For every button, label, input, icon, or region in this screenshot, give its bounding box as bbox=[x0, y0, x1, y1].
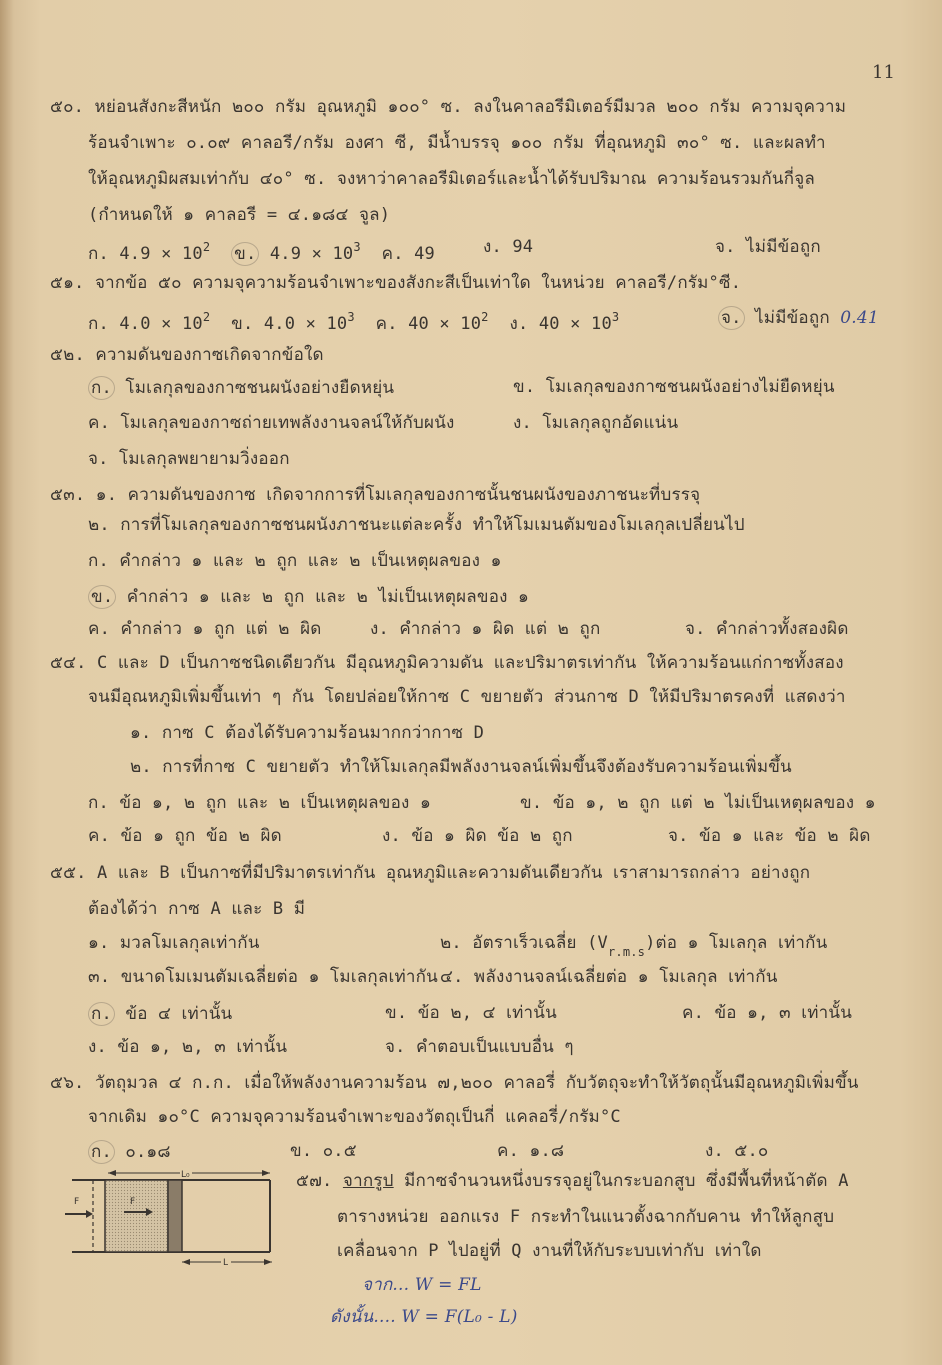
question-51-line-1: ๕๑. จากข้อ ๕๐ ความจุความร้อนจำเพาะของสังกะสีเป็นเท่าใด ในหน่วย คาลอรี/กรัม°ซี. bbox=[50, 273, 742, 293]
piston-cylinder-diagram bbox=[60, 1168, 280, 1268]
page-number: 11 bbox=[872, 62, 895, 83]
question-52-choice-d[interactable]: ง. โมเลกุลถูกอัดแน่น bbox=[513, 413, 679, 433]
choice-a[interactable]: ก. $4.9 \times 10^2$ bbox=[88, 240, 211, 264]
svg-text:F: F bbox=[130, 1197, 136, 1207]
choice-c[interactable]: ค. 49 bbox=[381, 244, 435, 264]
choice-a[interactable]: ก. $4.0 \times 10^2$ bbox=[88, 310, 211, 334]
question-56-choice-c[interactable]: ค. ๑.๘ bbox=[497, 1141, 565, 1161]
question-54-statement-2: ๒. การที่กาซ C ขยายตัว ทำให้โมเลกุลมีพลังงานจลน์เพิ่มขึ้นจึงต้องรับความร้อนเพิ่มขึ้น bbox=[130, 757, 792, 777]
svg-text:L₀: L₀ bbox=[181, 1170, 190, 1180]
question-54-choice-d[interactable]: ง. ข้อ ๑ ผิด ข้อ ๒ ถูก bbox=[382, 826, 573, 846]
question-54-line-2: จนมีอุณหภูมิเพิ่มขึ้นเท่า ๆ กัน โดยปล่อยให้กาซ C ขยายตัว ส่วนกาซ D ให้มีปริมาตรคงที่ แสดงว่า bbox=[88, 687, 846, 707]
question-50-line-3: ให้อุณหภูมิผสมเท่ากับ ๔๐° ซ. จงหาว่าคาลอรีมิเตอร์และน้ำได้รับปริมาณ ความร้อนรวมกันกี่จูล bbox=[88, 169, 815, 189]
question-56-line-1: ๕๖. วัตถุมวล ๔ ก.ก. เมื่อให้พลังงานความร้อน ๗,๒๐๐ คาลอรี่ กับวัตถุจะทำให้วัตถุนั้นมีอุณหภูมิเพิ่มขึ้น bbox=[50, 1073, 859, 1093]
question-50-choice-e[interactable]: จ. ไม่มีข้อถูก bbox=[715, 237, 821, 257]
question-55-choice-d[interactable]: ง. ข้อ ๑, ๒, ๓ เท่านั้น bbox=[88, 1037, 288, 1057]
question-55-choice-c[interactable]: ค. ข้อ ๑, ๓ เท่านั้น bbox=[682, 1003, 853, 1023]
question-51-choices bbox=[88, 306, 619, 335]
question-52-choice-e[interactable]: จ. โมเลกุลพยายามวิ่งออก bbox=[88, 449, 290, 469]
handwritten-answer-1: จาก... W = FL bbox=[362, 1275, 482, 1295]
question-54-statement-1: ๑. กาซ C ต้องได้รับความร้อนมากกว่ากาซ D bbox=[130, 723, 485, 743]
choice-c[interactable]: ค. $40 \times 10^2$ bbox=[375, 310, 489, 334]
svg-text:F: F bbox=[74, 1197, 80, 1207]
question-53-choice-d[interactable]: ง. คำกล่าว ๑ ผิด แต่ ๒ ถูก bbox=[370, 619, 601, 639]
question-53-choice-a[interactable]: ก. คำกล่าว ๑ และ ๒ ถูก และ ๒ เป็นเหตุผลของ ๑ bbox=[88, 551, 502, 571]
question-52-choice-c[interactable]: ค. โมเลกุลของกาซถ่ายเทพลังงานจลน์ให้กับผนัง bbox=[88, 413, 455, 433]
question-56-choice-d[interactable]: ง. ๕.๐ bbox=[705, 1141, 769, 1161]
question-53-choice-b[interactable]: ข. คำกล่าว ๑ และ ๒ ถูก และ ๒ ไม่เป็นเหตุผลของ ๑ bbox=[88, 585, 529, 609]
question-55-line-1: ๕๕. A และ B เป็นกาซที่มีปริมาตรเท่ากัน อุณหภูมิและความดันเดียวกัน เราสามารถกล่าว อย่างถูก bbox=[50, 863, 811, 883]
question-50-line-2: ร้อนจำเพาะ ๐.๐๙ คาลอรี/กรัม องศา ซี, มีน้ำบรรจุ ๑๐๐ กรัม ที่อุณหภูมิ ๓๐° ซ. และผลทำ bbox=[88, 133, 826, 153]
question-57-line-3: เคลื่อนจาก P ไปอยู่ที่ Q งานที่ให้กับระบบเท่ากับ เท่าใด bbox=[337, 1241, 762, 1261]
question-53-choice-e[interactable]: จ. คำกล่าวทั้งสองผิด bbox=[685, 619, 849, 639]
question-53-statement-1: ๕๓. ๑. ความดันของกาซ เกิดจากการที่โมเลกุลของกาซนั้นชนผนังของภาชนะที่บรรจุ bbox=[50, 485, 701, 505]
question-54-line-1: ๕๔. C และ D เป็นกาซชนิดเดียวกัน มีอุณหภูมิความดัน และปริมาตรเท่ากัน ให้ความร้อนแก่กาซทั้งสอง bbox=[50, 653, 844, 673]
choice-b[interactable]: ข. $4.0 \times 10^3$ bbox=[231, 310, 355, 334]
question-52-choice-b[interactable]: ข. โมเลกุลของกาซชนผนังอย่างไม่ยืดหยุ่น bbox=[513, 377, 835, 397]
question-52-line-1: ๕๒. ความดันของกาซเกิดจากข้อใด bbox=[50, 345, 324, 365]
question-57-line-1: ๕๗. จากรูป มีกาซจำนวนหนึ่งบรรจุอยู่ในกระบอกสูบ ซึ่งมีพื้นที่หน้าตัด A bbox=[296, 1171, 849, 1191]
question-50-line-1: ๕๐. หย่อนสังกะสีหนัก ๒๐๐ กรัม อุณหภูมิ ๑๐๐° ซ. ลงในคาลอรีมิเตอร์มีมวล ๒๐๐ กรัม ความจุความ bbox=[50, 97, 847, 117]
question-50-choice-d[interactable]: ง. 94 bbox=[483, 237, 534, 257]
question-55-statement-2: ๒. อัตราเร็วเฉลี่ย $(V_{r.m.s})$ต่อ ๑ โมเลกุล เท่ากัน bbox=[440, 933, 828, 959]
question-55-choice-a[interactable]: ก. ข้อ ๔ เท่านั้น bbox=[88, 1002, 232, 1026]
question-55-choice-b[interactable]: ข. ข้อ ๒, ๔ เท่านั้น bbox=[385, 1003, 557, 1023]
question-56-choice-b[interactable]: ข. ๐.๕ bbox=[290, 1141, 357, 1161]
question-55-line-2: ต้องได้ว่า กาซ A และ B มี bbox=[88, 899, 306, 919]
question-55-statement-3: ๓. ขนาดโมเมนตัมเฉลี่ยต่อ ๑ โมเลกุลเท่ากัน bbox=[88, 967, 438, 987]
question-56-choice-a[interactable]: ก. ๐.๑๘ bbox=[88, 1140, 171, 1164]
question-53-choice-c[interactable]: ค. คำกล่าว ๑ ถูก แต่ ๒ ผิด bbox=[88, 619, 322, 639]
handwritten-note: 0.41 bbox=[840, 308, 879, 328]
question-51-choice-e[interactable]: จ. ไม่มีข้อถูก 0.41 bbox=[718, 306, 879, 330]
question-50-choices: ก. $4.9 \times 10^2$ ข. $4.9 \times 10^3$ ค. 49 bbox=[88, 240, 435, 264]
question-54-choice-e[interactable]: จ. ข้อ ๑ และ ข้อ ๒ ผิด bbox=[668, 826, 871, 846]
question-54-choice-b[interactable]: ข. ข้อ ๑, ๒ ถูก แต่ ๒ ไม่เป็นเหตุผลของ ๑ bbox=[520, 793, 876, 813]
question-50-line-4: (กำหนดให้ ๑ คาลอรี = ๔.๑๘๔ จูล) bbox=[88, 205, 391, 225]
question-55-choice-e[interactable]: จ. คำตอบเป็นแบบอื่น ๆ bbox=[385, 1037, 574, 1057]
question-54-choice-a[interactable]: ก. ข้อ ๑, ๒ ถูก และ ๒ เป็นเหตุผลของ ๑ bbox=[88, 793, 431, 813]
question-57-line-2: ตารางหน่วย ออกแรง F กระทำในแนวตั้งฉากกับคาน ทำให้ลูกสูบ bbox=[337, 1207, 835, 1227]
svg-text:L: L bbox=[223, 1258, 229, 1268]
question-55-statement-4: ๔. พลังงานจลน์เฉลี่ยต่อ ๑ โมเลกุล เท่ากัน bbox=[440, 967, 778, 987]
question-53-statement-2: ๒. การที่โมเลกุลของกาซชนผนังภาชนะแต่ละครั้ง ทำให้โมเมนตัมของโมเลกุลเปลี่ยนไป bbox=[88, 515, 745, 535]
choice-d[interactable]: ง. $40 \times 10^3$ bbox=[509, 310, 620, 334]
question-55-statement-1: ๑. มวลโมเลกุลเท่ากัน bbox=[88, 933, 260, 953]
question-52-choice-a[interactable]: ก. โมเลกุลของกาซชนผนังอย่างยืดหยุ่น bbox=[88, 376, 394, 400]
handwritten-answer-2: ดังนั้น.... W = F(L₀ - L) bbox=[330, 1307, 518, 1327]
question-54-choice-c[interactable]: ค. ข้อ ๑ ถูก ข้อ ๒ ผิด bbox=[88, 826, 282, 846]
question-56-line-2: จากเดิม ๑๐°C ความจุความร้อนจำเพาะของวัตถุเป็นกี่ แคลอรี่/กรัม°C bbox=[88, 1107, 621, 1127]
choice-b[interactable]: ข. bbox=[231, 242, 259, 266]
